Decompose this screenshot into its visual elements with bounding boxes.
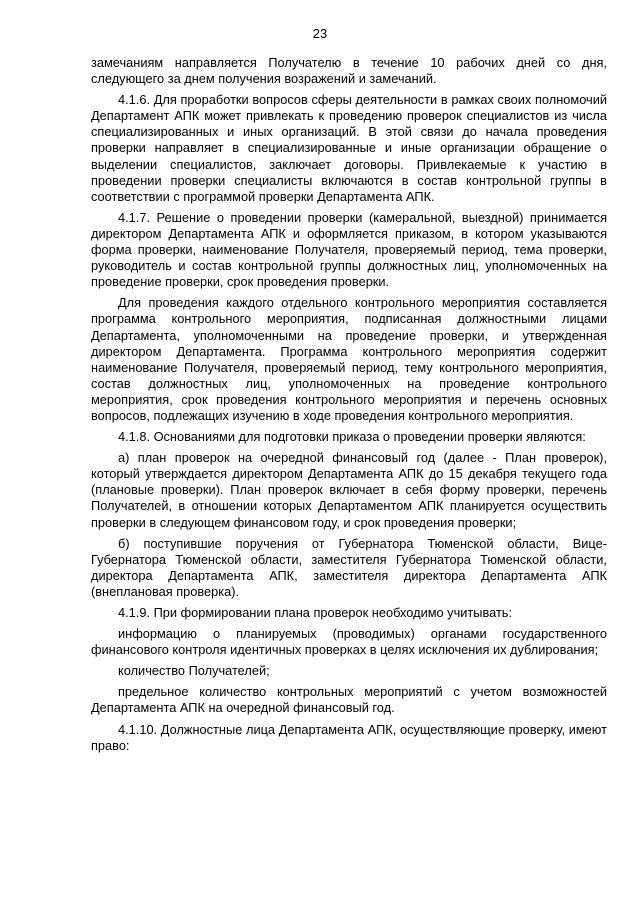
paragraph-item-b: б) поступившие поручения от Губернатора Тюменской области, Вице-Губернатора Тюменской области, заместителя Губернатора Тюменской области, директора Департамента АПК, заместителя директора Департамента АПК (внеплановая проверка). (91, 535, 607, 599)
paragraph-4-1-9: 4.1.9. При формировании плана проверок необходимо учитывать: (118, 605, 513, 620)
paragraph-program: Для проведения каждого отдельного контрольного мероприятия составляется программа контрольного мероприятия, подписанная должностными лицами Департамента, уполномоченными на проведение проверки, и утвержденная директором Департамента. Программа контрольного мероприятия содержит наименование Получателя, проверяемый период, тему контрольного мероприятия, состав должностных лиц, уполномоченных на проведение контрольного мероприятия, срок проведения контрольного мероприятия и перечень основных вопросов, подлежащих изучению в ходе проведения контрольного мероприятия. (91, 295, 607, 423)
paragraph-count: количество Получателей; (118, 663, 270, 679)
paragraph-4-1-6: 4.1.6. Для проработки вопросов сферы деятельности в рамках своих полномочий Департамент АПК может привлекать к проведению проверок специалистов из числа специализированных и иных организаций. В этой связи до начала проведения проверки направляет в специализированные и иные организации обращение о выделении специалистов, заключает договоры. Привлекаемые к участию в проведении проверки специалисты включаются в состав контрольной группы в соответствии с программой проверки Департамента АПК. (91, 92, 607, 204)
paragraph-limit: предельное количество контрольных мероприятий с учетом возможностей Департамента АПК на очередной финансовый год. (91, 684, 607, 716)
document-body (91, 55, 607, 759)
paragraph-4-1-7: 4.1.7. Решение о проведении проверки (камеральной, выездной) принимается директором Департамента АПК и оформляется приказом, в котором указываются форма проверки, наименование Получателя, проверяемый период, тема проверки, руководитель и состав контрольной группы должностных лиц, уполномоченных на проведение проверки, срок проведения проверки. (91, 209, 607, 290)
paragraph-4-1-8: 4.1.8. Основаниями для подготовки приказа о проведении проверки являются: (118, 429, 586, 445)
paragraph-item-a: а) план проверок на очередной финансовый год (далее - План проверок), который утверждается директором Департамента АПК до 15 декабря текущего года (плановые проверки). План проверок включает в себя форму проверки, перечень Получателей, в отношении которых Департаментом АПК планируется осуществить проверки в следующем финансовом году, и срок проведения проверки; (91, 450, 607, 530)
paragraph-4-1-10: 4.1.10. Должностные лица Департамента АПК, осуществляющие проверку, имеют право: (91, 721, 607, 753)
page-number: 23 (312, 26, 328, 41)
paragraph-info: информацию о планируемых (проводимых) органами государственного финансового контроля идентичных проверках в целях исключения их дублирования; (91, 626, 607, 658)
paragraph-continuation: замечаниям направляется Получателю в течение 10 рабочих дней со дня, следующего за днем получения возражений и замечаний. (91, 55, 607, 87)
